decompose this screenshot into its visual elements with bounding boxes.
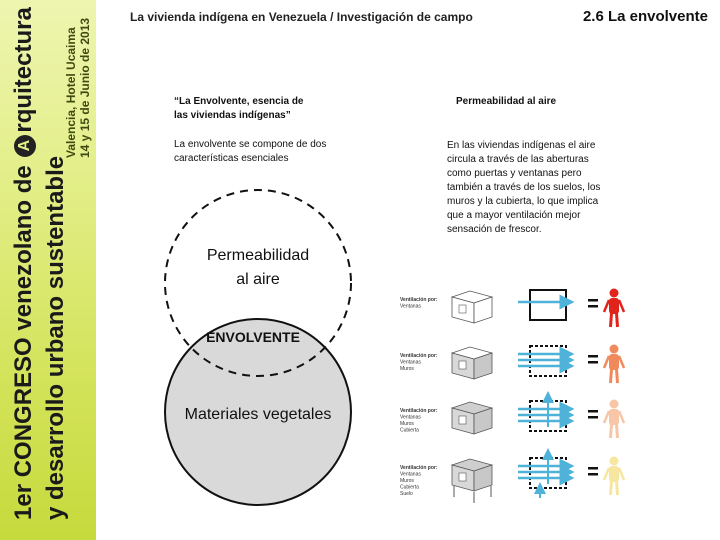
house-window-icon (459, 473, 466, 481)
equals-icon (588, 416, 598, 419)
right-paragraph-line: circula a través de las aberturas (447, 154, 589, 165)
house-window-icon (459, 416, 466, 424)
equals-icon (588, 299, 598, 302)
right-paragraph-line: como puertas y ventanas pero (447, 168, 582, 179)
person-icon (604, 457, 624, 496)
architecture-logo-icon: A (14, 135, 36, 157)
ventilation-label: Ventilación por: (400, 297, 438, 303)
slide-header: La vivienda indígena en Venezuela / Investigación de campo (130, 10, 473, 24)
venn-top-label: Permeabilidad (206, 247, 310, 264)
ventilation-label: Ventanas (400, 471, 421, 478)
ventilation-row (400, 289, 624, 328)
equals-icon (588, 467, 598, 470)
ventilation-label: Ventanas (400, 414, 421, 421)
venn-bottom-label: Materiales vegetales (184, 406, 332, 423)
left-description-line: La envolvente se compone de dos (174, 139, 327, 150)
congress-subtitle: y desarrollo urbano sustentable (42, 155, 69, 520)
equals-icon (588, 410, 598, 413)
ventilation-label: Suelo (400, 491, 413, 497)
ventilation-label: Cubierta (400, 484, 419, 491)
congress-title-text: 1er CONGRESO venezolano de (10, 165, 37, 520)
ventilation-label: Ventilación por: (400, 465, 438, 471)
right-paragraph-line: que a mayor ventilación mejor (447, 210, 581, 221)
right-paragraph-line: muros y la cubierta, lo que implica (447, 196, 599, 207)
person-icon (604, 400, 624, 439)
house-window-icon (459, 361, 466, 369)
ventilation-label: Ventilación por: (400, 408, 438, 414)
equals-icon (588, 355, 598, 358)
venn-intersection-label: ENVOLVENTE (206, 329, 300, 345)
ventilation-label: Ventanas (400, 359, 421, 366)
left-title-line: “La Envolvente, esencia de (174, 96, 304, 107)
ventilation-label: Muros (400, 421, 414, 427)
ventilation-label: Muros (400, 478, 414, 484)
equals-icon (588, 473, 598, 476)
congress-date: 14 y 15 de Junio de 2013 (78, 17, 92, 158)
equals-icon (588, 361, 598, 364)
house-window-icon (459, 305, 466, 313)
person-icon (604, 289, 624, 328)
equals-icon (588, 305, 598, 308)
right-paragraph-line: sensación de frescor. (447, 224, 542, 235)
congress-venue: Valencia, Hotel Ucaima (64, 27, 78, 158)
ventilation-label: Muros (400, 366, 414, 372)
ventilation-label: Ventanas (400, 303, 421, 310)
ventilation-label: Cubierta (400, 427, 419, 434)
left-title-line: las viviendas indígenas” (174, 110, 291, 121)
ventilation-label: Ventilación por: (400, 353, 438, 359)
left-description-line: características esenciales (174, 153, 289, 164)
ventilation-row (400, 345, 624, 384)
ventilation-row (400, 393, 624, 438)
ventilation-row (400, 450, 624, 503)
congress-title-tail: rquitectura (10, 7, 37, 133)
right-title: Permeabilidad al aire (456, 96, 557, 107)
right-paragraph-line: En las viviendas indígenas el aire (447, 140, 596, 151)
section-outline (530, 290, 566, 320)
right-paragraph-line: también a través de los suelos, los (447, 182, 601, 193)
section-title: 2.6 La envolvente (582, 8, 708, 25)
person-icon (604, 345, 624, 384)
venn-top-label-2: al aire (236, 271, 280, 288)
